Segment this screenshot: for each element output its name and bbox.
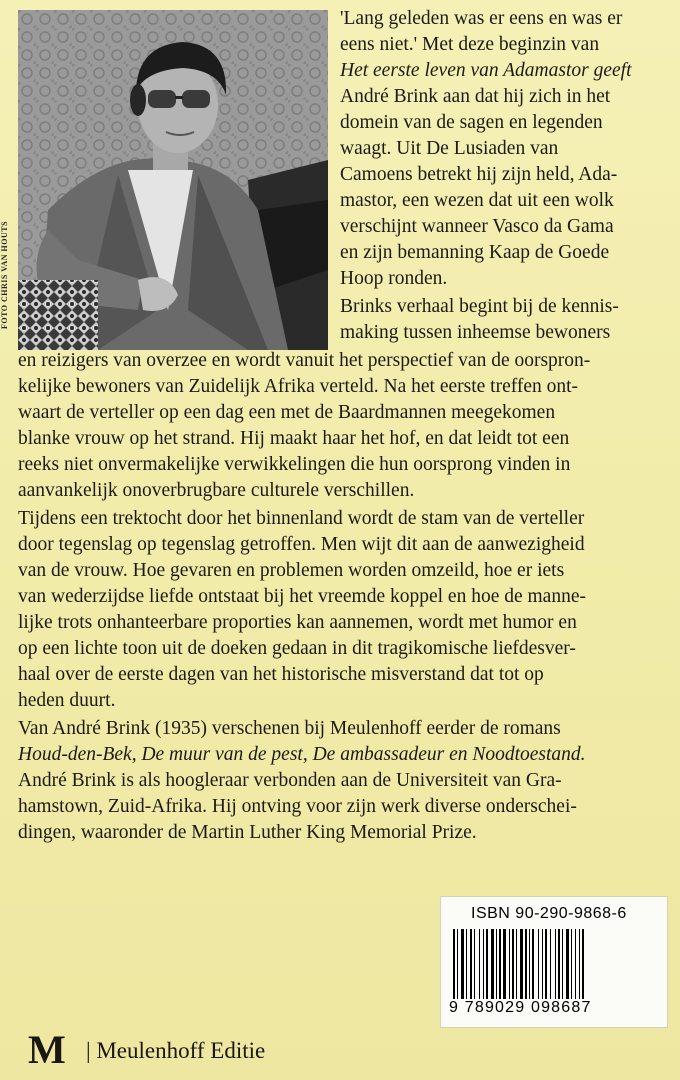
text-line: en reizigers van overzee en wordt vanuit het perspectief van de oorspron- (18, 350, 591, 371)
isbn-number: ISBN 90-290-9868-6 (471, 905, 627, 922)
text-line: mastor, een wezen dat uit een wolk (340, 190, 614, 211)
barcode-label (440, 896, 668, 1028)
text-line: André Brink aan dat hij zich in het (340, 86, 611, 107)
publisher-logo: M (28, 1027, 66, 1072)
author-photo-image (18, 10, 328, 350)
barcode-bars (449, 929, 659, 999)
text-line: verschijnt wanneer Vasco da Gama (340, 216, 614, 237)
text-line: op een lichte toon uit de doeken gedaan in dit tragikomische liefdesver- (18, 638, 576, 659)
author-photo (18, 10, 328, 350)
text-line: kelijke bewoners van Zuidelijk Afrika verteld. Na het eerste treffen ont- (18, 376, 579, 397)
text-line: waart de verteller op een dag een met de Baardmannen meegekomen (18, 402, 556, 423)
text-line: 'Lang geleden was er eens en was er (340, 8, 623, 29)
text-line: André Brink is als hoogleraar verbonden aan de Universiteit van Gra- (18, 770, 562, 791)
text-line: eens niet.' Met deze beginzin van (340, 34, 600, 55)
text-line: Tijdens een trektocht door het binnenland wordt de stam van de verteller (18, 508, 585, 529)
text-line: lijke trots onhanteerbare proporties kan aannemen, wordt met humor en (18, 612, 577, 633)
text-line: van de vrouw. Hoe gevaren en problemen worden omzeild, hoe er iets (18, 560, 565, 581)
text-line: Brinks verhaal begint bij de kennis- (340, 296, 619, 317)
text-line: haal over de eerste dagen van het historische misverstand dat tot op (18, 664, 544, 685)
text-line: heden duurt. (18, 690, 116, 711)
text-line: reeks niet onvermakelijke verwikkelingen die hun oorsprong vinden in (18, 454, 571, 475)
text-line: Houd-den-Bek, De muur van de pest, De ambassadeur en Noodtoestand. (18, 744, 586, 765)
text-line: waagt. Uit De Lusiaden van (340, 138, 559, 159)
text-line: dingen, waaronder de Martin Luther King Memorial Prize. (18, 822, 477, 843)
text-line: making tussen inheemse bewoners (340, 322, 611, 343)
text-line: domein van de sagen en legenden (340, 112, 603, 133)
text-line: Camoens betrekt hij zijn held, Ada- (340, 164, 618, 185)
photo-credit: FOTO CHRIS VAN HOUTS (0, 220, 9, 330)
publisher-name: | Meulenhoff Editie (86, 1038, 266, 1063)
text-line: aanvankelijk onoverbrugbare culturele verschillen. (18, 480, 415, 501)
text-line: Van André Brink (1935) verschenen bij Meulenhoff eerder de romans (18, 718, 561, 739)
text-line: van wederzijdse liefde ontstaat bij het vreemde koppel en hoe de manne- (18, 586, 586, 607)
ean-digits: 9 789029 098687 (449, 999, 592, 1016)
text-line: door tegenslag op tegenslag getroffen. Men wijt dit aan de aanwezigheid (18, 534, 585, 555)
text-line: Hoop ronden. (340, 268, 448, 289)
text-line: en zijn bemanning Kaap de Goede (340, 242, 610, 263)
text-line: blanke vrouw op het strand. Hij maakt haar het hof, en dat leidt tot een (18, 428, 570, 449)
text-line: hamstown, Zuid-Afrika. Hij ontving voor zijn werk diverse onderschei- (18, 796, 577, 817)
text-line: Het eerste leven van Adamastor geeft (340, 60, 632, 81)
